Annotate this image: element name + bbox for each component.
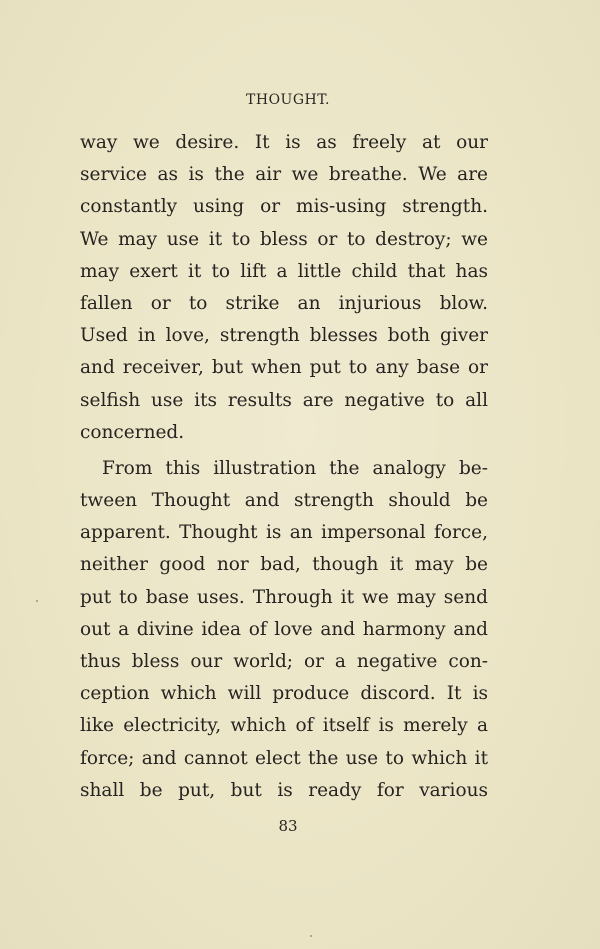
text-line: and receiver, but when put to any base or — [80, 357, 488, 379]
text-line: way we desire. It is as freely at our — [80, 132, 488, 153]
text-line: neither good nor bad, though it may be — [80, 554, 488, 576]
text-line: may exert it to lift a little child that has — [80, 260, 488, 282]
paragraph-2 — [80, 453, 488, 807]
text-line: shall be put, but is ready for various — [80, 779, 488, 801]
text-line: service as is the air we breathe. We are — [80, 164, 488, 186]
text-line: tween Thought and strength should be — [80, 490, 488, 512]
text-line: constantly using or mis-using strength. — [80, 196, 488, 218]
paragraph-1 — [80, 127, 488, 449]
text-line: apparent. Thought is an impersonal force, — [80, 522, 488, 544]
page-number: 83 — [278, 817, 298, 835]
text-line: put to base uses. Through it we may send — [80, 586, 488, 608]
text-line: From this illustration the analogy be- — [102, 457, 488, 479]
text-line: ception which will produce discord. It is — [80, 683, 488, 705]
text-line: like electricity, which of itself is merely a — [80, 715, 488, 737]
text-line: selfish use its results are negative to all — [80, 389, 488, 411]
text-line: concerned. — [80, 421, 185, 443]
paper-speck — [36, 600, 38, 602]
text-line: out a divine idea of love and harmony and — [80, 618, 488, 640]
text-line: force; and cannot elect the use to which it — [80, 747, 488, 769]
paper-speck — [310, 935, 312, 937]
running-head: THOUGHT. — [246, 92, 330, 108]
text-line: fallen or to strike an injurious blow. — [80, 292, 488, 314]
text-line: We may use it to bless or to destroy; we — [80, 228, 488, 250]
body-text — [80, 127, 488, 807]
text-line: Used in love, strength blesses both giver — [80, 325, 488, 347]
text-line: thus bless our world; or a negative con- — [80, 651, 488, 672]
